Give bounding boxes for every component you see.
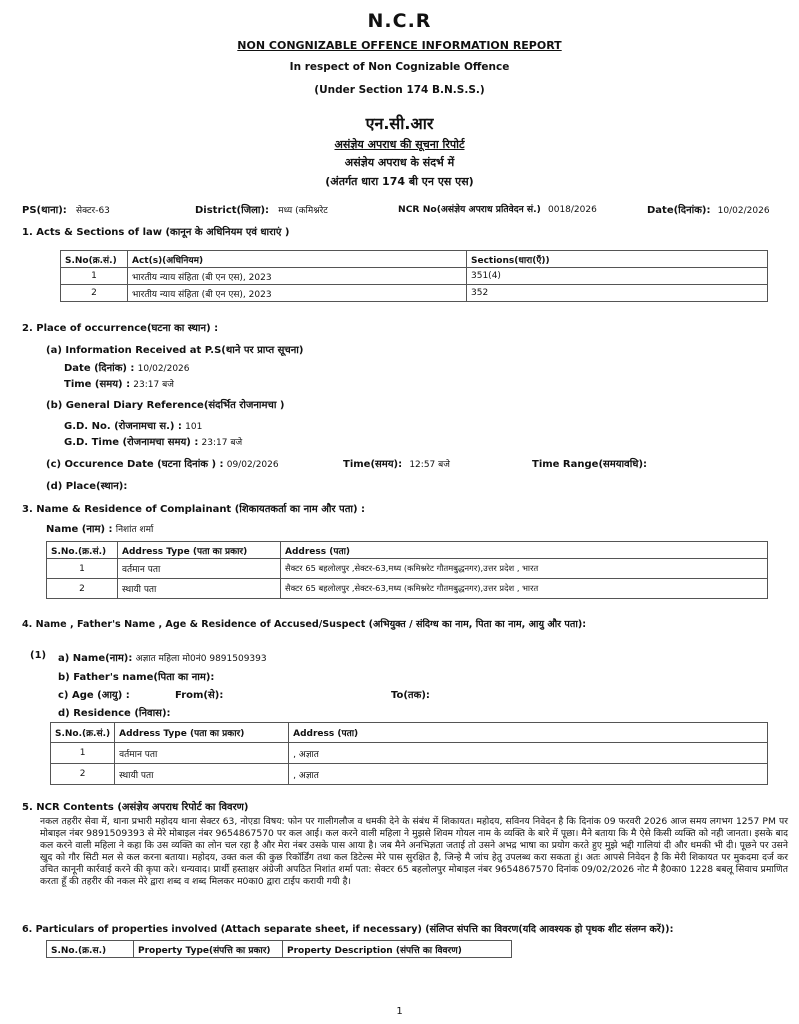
report-subtitle-hindi: असंज्ञेय अपराध की सूचना रिपोर्ट xyxy=(334,138,465,151)
accused-residence-label: d) Residence (निवास): xyxy=(58,708,171,719)
ncr-date-field xyxy=(647,202,770,216)
table-row xyxy=(51,743,768,764)
table-row xyxy=(61,285,768,302)
occurence-time-field xyxy=(343,456,450,470)
occurence-time-label: Time(समय): xyxy=(343,459,403,470)
info-date-value: 10/02/2026 xyxy=(137,364,190,374)
properties-col-description: Property Description (संपत्ति का विवरण) xyxy=(283,941,512,958)
ncr-no-field xyxy=(398,202,597,215)
place-label: (d) Place(स्थान): xyxy=(46,481,128,492)
complainant-name-label: Name (नाम) : xyxy=(46,524,113,535)
district-value: मध्य (कमिश्नरेट xyxy=(278,206,328,216)
accused-col-address: Address (पता) xyxy=(289,723,768,743)
complainant-cell: सैक्टर 65 बहलोलपुर ,सेक्टर-63,मध्य (कमिश्नरेट गौतमबुद्धनगर),उत्तर प्रदेश , भारत xyxy=(281,559,768,579)
ncr-no-label: NCR No(असंज्ञेय अपराध प्रतिवेदन सं.) xyxy=(398,204,541,215)
acts-cell: 2 xyxy=(61,285,128,302)
acts-col-sections: Sections(धारा(एँ)) xyxy=(467,251,768,268)
ps-field xyxy=(22,202,110,216)
ncr-date-value: 10/02/2026 xyxy=(717,206,770,216)
gd-reference-label: (b) General Diary Reference(संदर्भित रोजनामचा ) xyxy=(46,400,285,411)
info-time-label: Time (समय) : xyxy=(64,379,131,390)
gd-time-label: G.D. Time (रोजनामचा समय) : xyxy=(64,437,199,448)
complainant-address-table xyxy=(46,541,768,599)
properties-header-row xyxy=(47,941,512,958)
accused-age-label: c) Age (आयु) : xyxy=(58,690,130,701)
accused-name-value: अज्ञात महिला मो0नं0 9891509393 xyxy=(135,654,267,664)
acts-cell: भारतीय न्याय संहिता (बी एन एस), 2023 xyxy=(128,285,467,302)
accused-cell: , अज्ञात xyxy=(289,743,768,764)
report-subtitle: NON CONGNIZABLE OFFENCE INFORMATION REPORT xyxy=(237,39,562,52)
place-heading: 2. Place of occurrence(घटना का स्थान) : xyxy=(22,323,219,334)
complainant-cell: 1 xyxy=(47,559,118,579)
acts-col-sno: S.No(क्र.सं.) xyxy=(61,251,128,268)
occurence-time-value: 12:57 बजे xyxy=(409,460,450,470)
accused-index: (1) xyxy=(30,650,47,661)
accused-cell: , अज्ञात xyxy=(289,764,768,785)
gd-no-label: G.D. No. (रोजनामचा स.) : xyxy=(64,421,182,432)
accused-col-type: Address Type (पता का प्रकार) xyxy=(115,723,289,743)
district-label: District(जिला): xyxy=(195,205,270,216)
complainant-col-address: Address (पता) xyxy=(281,542,768,559)
accused-address-table xyxy=(50,722,768,785)
accused-to-label: To(तक): xyxy=(391,690,430,701)
complainant-col-type: Address Type (पता का प्रकार) xyxy=(118,542,281,559)
acts-cell: 351(4) xyxy=(467,268,768,285)
report-respect: In respect of Non Cognizable Offence xyxy=(289,61,510,73)
properties-col-sno: S.No.(क्र.स.) xyxy=(47,941,134,958)
accused-cell: स्थायी पता xyxy=(115,764,289,785)
report-section: (Under Section 174 B.N.S.S.) xyxy=(314,84,485,96)
properties-heading: 6. Particulars of properties involved (Attach separate sheet, if necessary) (संलिप्त संपत्ति का विवरण(यदि आवश्यक हो पृथक शीट संलग्न करें)): xyxy=(22,924,674,935)
report-title: N.C.R xyxy=(367,10,432,32)
gd-time-field xyxy=(64,434,242,448)
report-section-hindi: (अंतर्गत धारा 174 बी एन एस एस) xyxy=(325,175,474,188)
table-row xyxy=(61,268,768,285)
complainant-name-field xyxy=(46,521,153,535)
complainant-cell: 2 xyxy=(47,579,118,599)
complainant-cell: वर्तमान पता xyxy=(118,559,281,579)
info-time-field xyxy=(64,376,174,390)
report-title-hindi: एन.सी.आर xyxy=(365,114,434,133)
ps-label: PS(थाना): xyxy=(22,205,67,216)
complainant-name-value: निशांत शर्मा xyxy=(115,525,154,535)
contents-text: नकल तहरीर सेवा में, थाना प्रभारी महोदय थाना सेक्टर 63, नोएडा विषय: फोन पर गालीगलौज व धमकी देने के संबंध में शिकायत। महोदय, सविनय निवेदन है कि दिनांक 09 फरवरी 2026 आज समय लगभग 1257 PM पर मोबाइल नंबर 9891509393 से मेरे मोबाइल नंबर 9654867570 पर कल आई। कल करने वाली महिला ने मुझसे शिवम गोयल नाम के व्यक्ति के बारे में पूछा। मैने बताया कि मै ऐसे किसी व्यक्ति को नही जानता। इसके बाद कल करने वाली महिला ने कहा कि उस व्यक्ति का लोन चल रहा है और मेरा नंबर उसके पास आया है। जब मैने अनभिज्ञता जताई तो उसने अभद्र भाषा का प्रयोग करते हुए मुझे भद्दी गालियां दी और धमकी भी दी। पूछने पर उसने खुद को गौर सिटी मल से कल करना बताया। महोदय, उक्त कल की कुछ रिकॉर्डिंग तथा कल डिटेल्स मेरे पास सुरक्षित है, जिन्हे मै जांच हेतु उपलब्ध करा सकता हूं। अतः आपसे निवेदन है कि मेरी शिकायत पर मुकदमा दर्ज कर उचित कानूनी कार्रवाई करने की कृपा करे। धन्यवाद। प्रार्थी हस्ताक्षर अंग्रेजी अपठित निशांत शर्मा पता: सेक्टर 65 बहलोलपुर मोबाइल नंबर 9654867570 दिनांक 09/02/2026 नोट मै है0का0 1228 बबलू सिवाच प्रमाणित करता हूँ की तहरीर की नकल मेरे द्वारा शब्द व शब्द मिलकर म0का0 द्वारा टाईप करायी गयी है। xyxy=(40,816,788,887)
info-time-value: 23:17 बजे xyxy=(133,380,174,390)
accused-cell: 1 xyxy=(51,743,115,764)
accused-from-label: From(से): xyxy=(175,690,224,701)
acts-cell: 1 xyxy=(61,268,128,285)
info-date-label: Date (दिनांक) : xyxy=(64,363,135,374)
district-field xyxy=(195,202,328,216)
acts-heading: 1. Acts & Sections of law (कानून के अधिनियम एवं धाराएं ) xyxy=(22,227,290,238)
table-row xyxy=(47,559,768,579)
accused-cell: 2 xyxy=(51,764,115,785)
accused-col-sno: S.No.(क्र.सं.) xyxy=(51,723,115,743)
accused-father-label: b) Father's name(पिता का नाम): xyxy=(58,672,215,683)
accused-header-row xyxy=(51,723,768,743)
occurence-date-label: (c) Occurence Date (घटना दिनांक ) : xyxy=(46,459,224,470)
gd-time-value: 23:17 बजे xyxy=(201,438,243,448)
acts-table xyxy=(60,250,768,302)
accused-heading: 4. Name , Father's Name , Age & Residence of Accused/Suspect (अभियुक्त / संदिग्ध का नाम, पिता का नाम, आयु और पता): xyxy=(22,619,587,630)
ncr-no-value: 0018/2026 xyxy=(548,205,597,215)
properties-col-type: Property Type(संपत्ति का प्रकार) xyxy=(134,941,283,958)
complainant-col-sno: S.No.(क्र.सं.) xyxy=(47,542,118,559)
ps-value: सेक्टर-63 xyxy=(75,206,110,216)
acts-cell: भारतीय न्याय संहिता (बी एन एस), 2023 xyxy=(128,268,467,285)
table-row xyxy=(51,764,768,785)
properties-table xyxy=(46,940,512,958)
info-date-field xyxy=(64,360,190,374)
info-received-label: (a) Information Received at P.S(थाने पर प्राप्त सूचना) xyxy=(46,345,304,356)
complainant-cell: सैक्टर 65 बहलोलपुर ,सेक्टर-63,मध्य (कमिश्नरेट गौतमबुद्धनगर),उत्तर प्रदेश , भारत xyxy=(281,579,768,599)
table-row xyxy=(47,579,768,599)
page-number: 1 xyxy=(396,1006,403,1017)
complainant-cell: स्थायी पता xyxy=(118,579,281,599)
ncr-date-label: Date(दिनांक): xyxy=(647,205,711,216)
complainant-header-row xyxy=(47,542,768,559)
occurence-date-value: 09/02/2026 xyxy=(226,460,279,470)
time-range-label: Time Range(समयावधि): xyxy=(532,459,648,470)
acts-cell: 352 xyxy=(467,285,768,302)
accused-name-field xyxy=(58,650,267,664)
contents-heading: 5. NCR Contents (असंज्ञेय अपराध रिपोर्ट का विवरण) xyxy=(22,802,249,813)
acts-header-row xyxy=(61,251,768,268)
complainant-heading: 3. Name & Residence of Complainant (शिकायतकर्ता का नाम और पता) : xyxy=(22,504,366,515)
report-respect-hindi: असंज्ञेय अपराध के संदर्भ में xyxy=(344,156,455,169)
acts-col-act: Act(s)(अधिनियम) xyxy=(128,251,467,268)
gd-no-field xyxy=(64,418,202,432)
gd-no-value: 101 xyxy=(185,422,203,432)
accused-cell: वर्तमान पता xyxy=(115,743,289,764)
occurence-date-field xyxy=(46,456,279,470)
accused-name-label: a) Name(नाम): xyxy=(58,653,133,664)
